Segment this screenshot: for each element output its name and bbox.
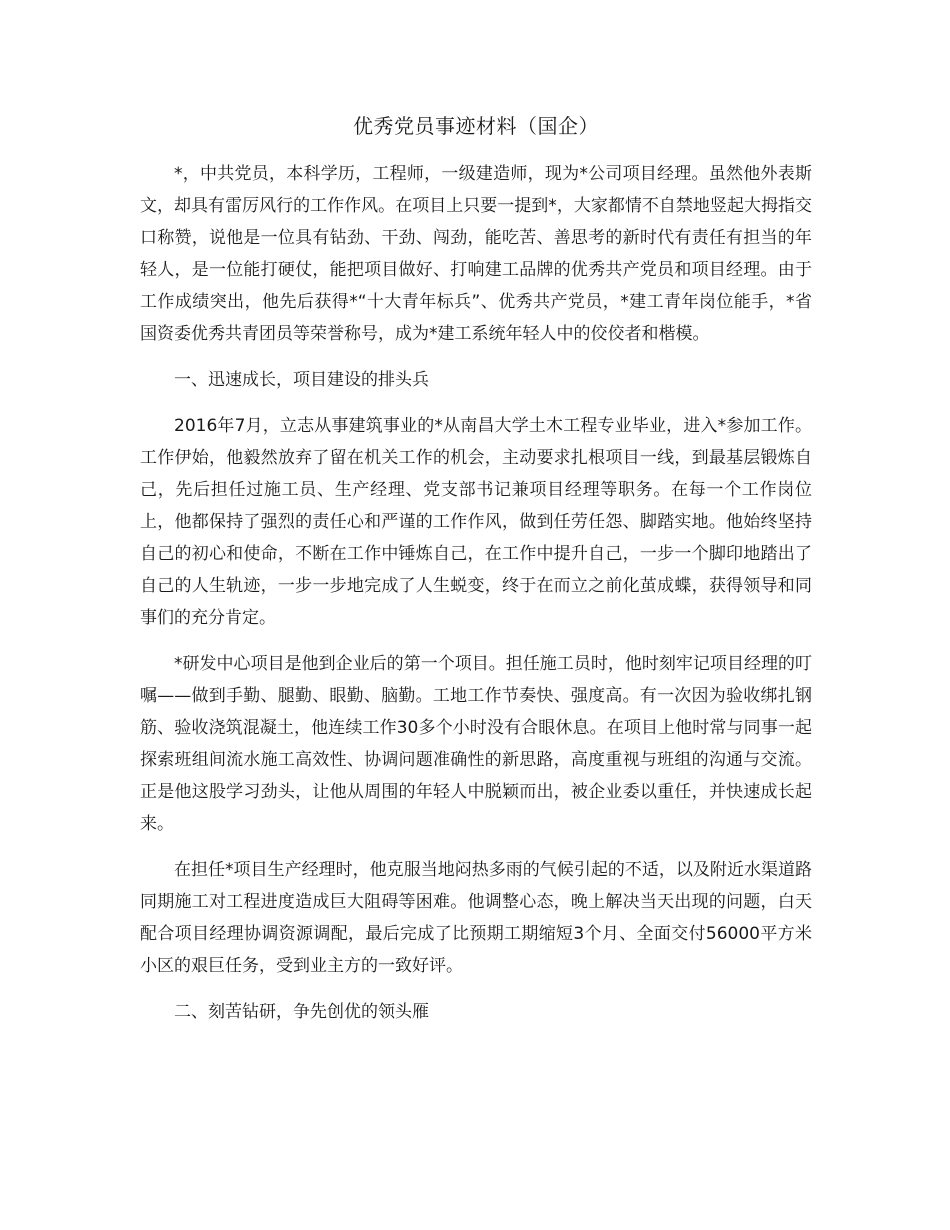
body-paragraph: 在担任*项目生产经理时，他克服当地闷热多雨的气候引起的不适，以及附近水渠道路同期施工对工程进度造成巨大阻碍等困难。他调整心态，晚上解决当天出现的问题，白天配合项目经理协调资源调配，最后完成了比预期工期缩短3个月、全面交付56000平方米小区的艰巨任务，受到业主方的一致好评。 (140, 860, 812, 976)
document-page (140, 108, 812, 1042)
section-heading-2: 二、刻苦钻研，争先创优的领头雁 (174, 1002, 429, 1022)
intro-paragraph: *，中共党员，本科学历，工程师，一级建造师，现为*公司项目经理。虽然他外表斯文，却具有雷厉风行的工作作风。在项目上只要一提到*，大家都情不自禁地竖起大拇指交口称赞，说他是一位具有钻劲、干劲、闯劲，能吃苦、善思考的新时代有责任有担当的年轻人，是一位能打硬仗，能把项目做好、打响建工品牌的优秀共产党员和项目经理。由于工作成绩突出，他先后获得*“十大青年标兵”、优秀共产党员，*建工青年岗位能手，*省国资委优秀共青团员等荣誉称号，成为*建工系统年轻人中的佼佼者和楷模。 (140, 164, 812, 344)
section-heading-1: 一、迅速成长，项目建设的排头兵 (174, 370, 429, 390)
document-title: 优秀党员事迹材料（国企） (353, 114, 599, 138)
body-paragraph: *研发中心项目是他到企业后的第一个项目。担任施工员时，他时刻牢记项目经理的叮嘱——做到手勤、腿勤、眼勤、脑勤。工地工作节奏快、强度高。有一次因为验收绑扎钢筋、验收浇筑混凝土，他连续工作30多个小时没有合眼休息。在项目上他时常与同事一起探索班组间流水施工高效性、协调问题准确性的新思路，高度重视与班组的沟通与交流。正是他这股学习劲头，让他从周围的年轻人中脱颖而出，被企业委以重任，并快速成长起来。 (140, 654, 812, 834)
body-paragraph: 2016年7月，立志从事建筑事业的*从南昌大学土木工程专业毕业，进入*参加工作。工作伊始，他毅然放弃了留在机关工作的机会，主动要求扎根项目一线，到最基层锻炼自己，先后担任过施工员、生产经理、党支部书记兼项目经理等职务。在每一个工作岗位上，他都保持了强烈的责任心和严谨的工作作风，做到任劳任怨、脚踏实地。他始终坚持自己的初心和使命，不断在工作中锤炼自己，在工作中提升自己，一步一个脚印地踏出了自己的人生轨迹，一步一步地完成了人生蜕变，终于在而立之前化茧成蝶，获得领导和同事们的充分肯定。 (140, 416, 812, 628)
